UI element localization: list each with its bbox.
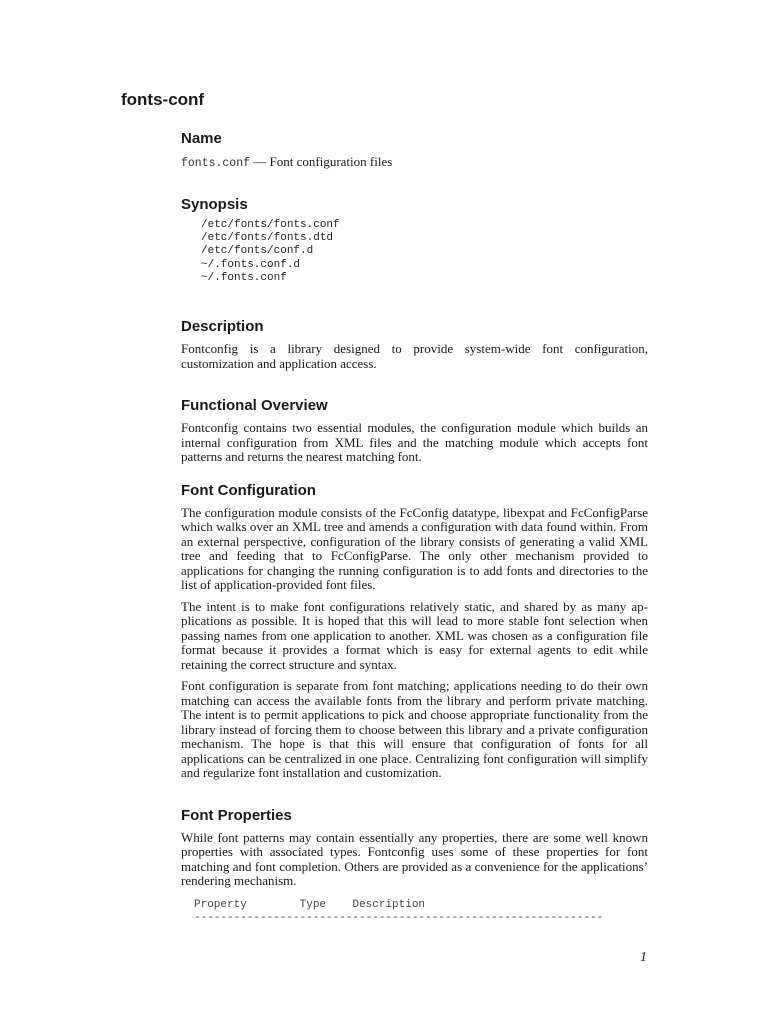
name-line: [181, 154, 648, 170]
name-heading: Name: [181, 130, 222, 147]
font-properties-section: [181, 807, 648, 925]
page-number: 1: [640, 950, 647, 965]
name-section: [181, 130, 648, 170]
properties-table-header: Property Type Description: [194, 898, 426, 911]
font-configuration-heading: Font Configuration: [181, 481, 316, 499]
name-description: — Font configuration files: [253, 154, 393, 169]
synopsis-heading: Synopsis: [181, 196, 248, 213]
description-section: [181, 318, 648, 371]
name-command: fonts.conf: [181, 157, 251, 170]
font-properties-paragraph: While font patterns may contain essentially any properties, there are some well known properties with associated types. Fontconfig uses some of these properties for font matching and font completion. Others are provided as a convenience for the applications’ rendering mechanism.: [181, 829, 648, 889]
font-properties-heading: Font Properties: [181, 806, 292, 824]
font-configuration-section: [181, 482, 648, 781]
font-configuration-paragraph-2: The intent is to make font configurations relatively static, and shared by as many applications as possible. It is hoped that this will lead to more stable font selection when passing names from one application to another. XML was chosen as a configuration file format because it provides a format which is easy for external agents to edit while retaining the correct structure and syntax.: [181, 598, 648, 672]
document-title: fonts-conf: [121, 90, 205, 109]
functional-overview-heading: Functional Overview: [181, 397, 328, 415]
properties-table-rule: --------------------------------------------------------------: [194, 911, 604, 924]
functional-overview-section: [181, 397, 648, 465]
document-content: [181, 130, 648, 925]
functional-overview-paragraph: Fontconfig contains two essential modules, the configuration module which builds an internal configuration from XML files and the matching module which accepts font patterns and returns the nearest matching font.: [181, 420, 648, 465]
synopsis-section: [181, 196, 648, 285]
font-configuration-paragraph-1: The configuration module consists of the FcConfig datatype, libexpat and FcConfigParse which walks over an XML tree and amends a configuration with data found within. From an external perspective, configuration of the library consists of generating a valid XML tree and feeding that to FcConfigParse. The only other mechanism provided to applications for changing the running configuration is to add fonts and directories to the list of application-provided font files.: [181, 504, 648, 593]
description-paragraph: Fontconfig is a library designed to provide system-wide font configuration, customization and application access.: [181, 341, 648, 371]
synopsis-file-list: /etc/fonts/fonts.conf /etc/fonts/fonts.dtd /etc/fonts/conf.d ~/.fonts.conf.d ~/.fonts.conf: [201, 219, 340, 284]
properties-table: [194, 899, 648, 925]
font-configuration-paragraph-3: Font configuration is separate from font matching; applications needing to do their own matching can access the available fonts from the library and perform private matching. The intent is to permit applications to pick and choose appropriate functionality from the library instead of forcing them to choose between this library and a private configuration mechanism. The hope is that this will ensure that configuration of fonts for all applications can be centralized in one place. Centralizing font configuration will simplify and regularize font installation and customization.: [181, 678, 648, 781]
description-heading: Description: [181, 318, 264, 336]
